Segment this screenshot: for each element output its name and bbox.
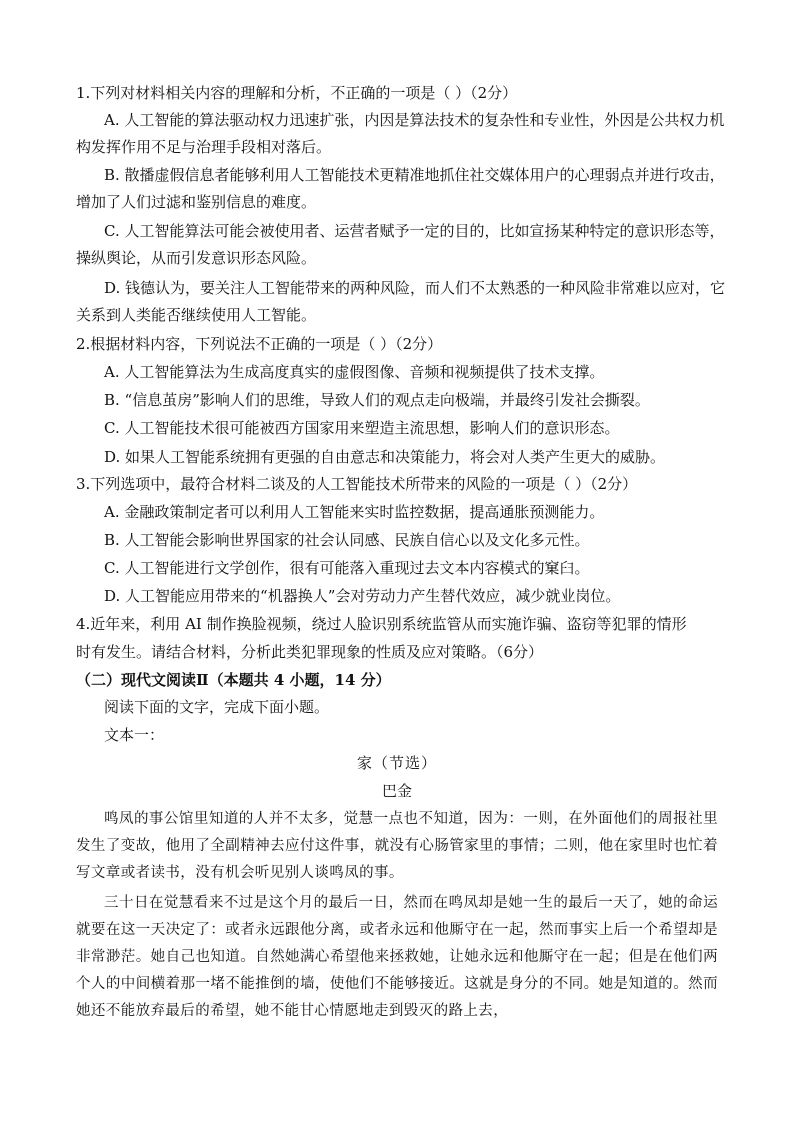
question-1-option-d: D. 钱德认为，要关注人工智能带来的两种风险，而人们不太熟悉的一种风险非常难以应对，它关系到人类能否继续使用人工智能。 [76,279,726,324]
question-3-option-d: D. 人工智能应用带来的“机器换人”会对劳动力产生替代效应，减少就业岗位。 [104,587,621,605]
question-3-option-c: C. 人工智能进行文学创作，很有可能落入重现过去文本内容模式的窠臼。 [104,559,590,577]
question-3-option-b: B. 人工智能会影响世界国家的社会认同感、民族自信心以及文化多元性。 [104,531,590,549]
question-3-option-a: A. 金融政策制定者可以利用人工智能来实时监控数据，提高通胀预测能力。 [104,503,605,521]
passage-paragraph-2: 三十日在觉慧看来不过是这个月的最后一日，然而在鸣凤却是她一生的最后一天了，她的命运就要在这一天决定了：或者永远跟他分离，或者永远和他厮守在一起，然而事实上后一个希望却是非常渺茫。她自己也知道。自然她满心希望他来拯救她，让她永远和他厮守在一起；但是在他们两个人的中间横着那一堵不能推倒的墙，使他们不能够接近。这就是身分的不同。她是知道的。然而她还不能放弃最后的希望，她不能甘心情愿地走到毁灭的路上去， [76,895,718,1019]
question-2-option-d: D. 如果人工智能系统拥有更强的自由意志和决策能力，将会对人类产生更大的威胁。 [104,448,666,466]
question-2-stem: 2.根据材料内容，下列说法不正确的一项是（ ）（2分） [76,335,443,353]
question-2-option-a: A. 人工智能算法为生成高度真实的虚假图像、音频和视频提供了技术支撑。 [104,363,605,381]
section-instruction: 阅读下面的文字，完成下面小题。 [104,698,330,716]
question-4-stem-line-2: 时有发生。请结合材料，分析此类犯罪现象的性质及应对策略。（6分） [76,643,544,661]
question-3-stem: 3.下列选项中，最符合材料二谈及的人工智能技术所带来的风险的一项是（ ）（2分） [76,475,638,493]
question-2-option-c: C. 人工智能技术很可能被西方国家用来塑造主流思想，影响人们的意识形态。 [104,419,620,437]
section-heading: （二）现代文阅读Ⅱ（本题共 4 小题，14 分） [76,671,391,689]
question-1-option-b: B. 散播虚假信息者能够利用人工智能技术更精准地抓住社交媒体用户的心理弱点并进行攻击，增加了人们过滤和鉴别信息的难度。 [76,166,725,211]
passage-title: 家（节选） [356,754,437,772]
question-1-stem: 1.下列对材料相关内容的理解和分析，不正确的一项是（ ）（2分） [76,84,518,102]
question-1-option-c: C. 人工智能算法可能会被使用者、运营者赋予一定的目的，比如宣扬某种特定的意识形态等，操纵舆论，从而引发意识形态风险。 [76,222,725,267]
passage-paragraph-1: 鸣凤的事公馆里知道的人并不太多，觉慧一点也不知道，因为：一则，在外面他们的周报社里发生了变故，他用了全副精神去应付这件事，就没有心肠管家里的事情；二则，他在家里时也忙着写文章或者读书，没有机会听见别人谈鸣凤的事。 [76,811,718,881]
question-1-option-a: A. 人工智能的算法驱动权力迅速扩张，内因是算法技术的复杂性和专业性，外因是公共权力机构发挥作用不足与治理手段相对落后。 [76,111,725,156]
question-4-stem-line-1: 4.近年来，利用 AI 制作换脸视频，绕过人脸识别系统监管从而实施诈骗、盗窃等犯罪的情形 [76,615,687,633]
passage-author: 巴金 [381,782,412,800]
question-2-option-b: B. “信息茧房”影响人们的思维，导致人们的观点走向极端，并最终引发社会撕裂。 [104,391,650,409]
text-label: 文本一： [104,726,165,744]
